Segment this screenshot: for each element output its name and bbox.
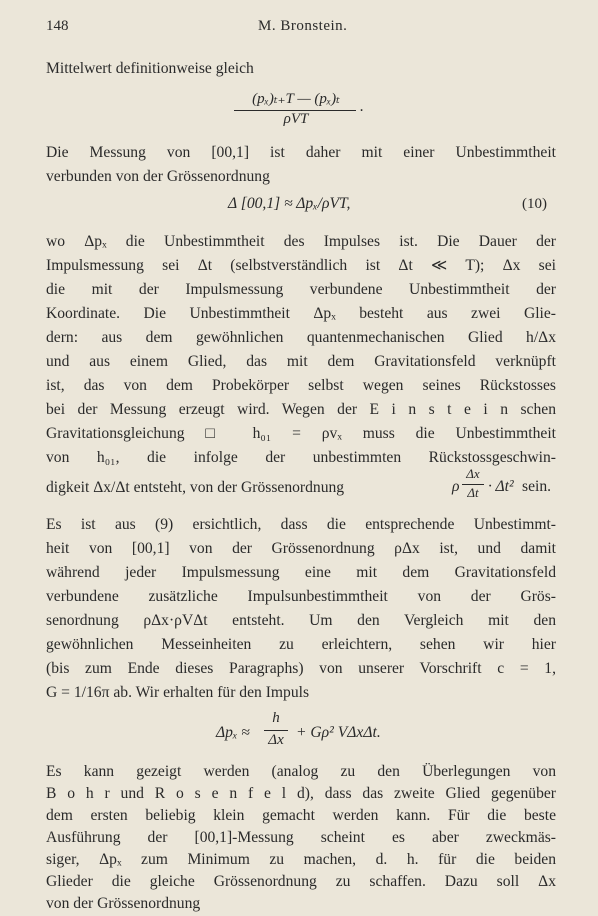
running-header (46, 14, 556, 36)
inline-formula-denominator: Δt (467, 485, 479, 500)
text-line: Die Messung von [00,1] ist daher mit einer Unbestimmtheit (46, 144, 556, 161)
text-line: Es kann gezeigt werden (analog zu den Überlegungen von (46, 763, 556, 780)
text-line: während jeder Impulsmessung eine mit dem Gravitationsfeld (46, 564, 556, 581)
formula-numerator: (pₓ)ₜ₊T — (pₓ)ₜ (252, 91, 340, 107)
text-line: Ausführung der [00,1]-Messung scheint es aber zweckmäs- (46, 829, 556, 846)
text-line: verbunden von der Grössenordnung (46, 168, 270, 185)
text-line: G = 1/16π ab. Wir erhalten für den Impuls (46, 684, 310, 701)
running-title: M. Bronstein. (258, 18, 348, 34)
text-line: Es ist aus (9) ersichtlich, dass die entsprechende Unbestimmt- (46, 516, 556, 533)
equation-number: (10) (522, 196, 547, 212)
text-line: dern: aus dem gewöhnlichen quantenmechanischen Glied h/Δx (46, 329, 556, 346)
inline-formula-numerator: Δx (466, 466, 480, 481)
text-line: gewöhnlichen Messeinheiten zu erleichtern, sehen wir hier (46, 636, 556, 653)
text-line: die mit der Impulsmessung verbundene Unbestimmtheit der (46, 281, 556, 298)
text-line: siger, Δpₓ zum Minimum zu machen, d. h. für die beiden (46, 851, 556, 868)
text-line: heit von [00,1] von der Grössenordnung ρΔx ist, und damit (46, 540, 556, 557)
formula-denominator: ρVT (283, 111, 309, 127)
formula-uncertainty: Δ [00,1] ≈ Δpₓ/ρVT, (228, 195, 351, 212)
text-line: bei der Messung erzeugt wird. Wegen der E i n s t e i n schen (46, 401, 556, 418)
inline-formula-prefix: ρ (452, 478, 460, 495)
text-line: Impulsmessung sei Δt (selbstverständlich ist Δt ≪ T); Δx sei (46, 257, 556, 274)
text-line: von der Grössenordnung (46, 895, 201, 912)
text-line: dem ersten beliebig klein gemacht werden kann. Für die beste (46, 807, 556, 824)
text-line: Koordinate. Die Unbestimmtheit Δpₓ besteht aus zwei Glie- (46, 305, 556, 322)
text-line: B o h r und R o s e n f e l d), dass das zweite Glied gegenüber (46, 785, 556, 802)
text-line: Mittelwert definitionweise gleich (46, 60, 254, 77)
page-number: 148 (46, 18, 69, 34)
text-line: (bis zum Ende dieses Paragraphs) von unserer Vorschrift c = 1, (46, 660, 556, 677)
text-line: senordnung ρΔx·ρVΔt entsteht. Um den Vergleich mit den (46, 612, 556, 629)
formula-rhs: + Gρ² VΔxΔt. (296, 724, 381, 741)
formula-lhs: Δpₓ ≈ (216, 724, 250, 741)
text-line: digkeit Δx/Δt entsteht, von der Grössenordnung (46, 479, 345, 496)
formula-numerator: h (272, 710, 280, 726)
text-line: ist, das von dem Probekörper selbst wegen seines Rückstosses (46, 377, 556, 394)
text-line: von h₀₁, die infolge der unbestimmten Rückstossgeschwin- (46, 449, 556, 466)
inline-formula-suffix: · Δt² (488, 478, 514, 495)
text-line: wo Δpₓ die Unbestimmtheit des Impulses ist. Die Dauer der (46, 233, 556, 250)
formula-denominator: Δx (268, 732, 284, 748)
text-line: Gravitationsgleichung □ h₀₁ = ρvₓ muss die Unbestimmtheit (46, 425, 556, 442)
fraction-bar (264, 730, 288, 731)
formula-period: . (360, 98, 364, 115)
text-line: verbundene zusätzliche Impulsunbestimmtheit von der Grös- (46, 588, 556, 605)
text-line: Glieder die gleiche Grössenordnung zu schaffen. Dazu soll Δx (46, 873, 556, 890)
inline-formula-after: sein. (522, 478, 552, 495)
text-line: und aus einem Glied, das mit dem Gravitationsfeld verknüpft (46, 353, 556, 370)
